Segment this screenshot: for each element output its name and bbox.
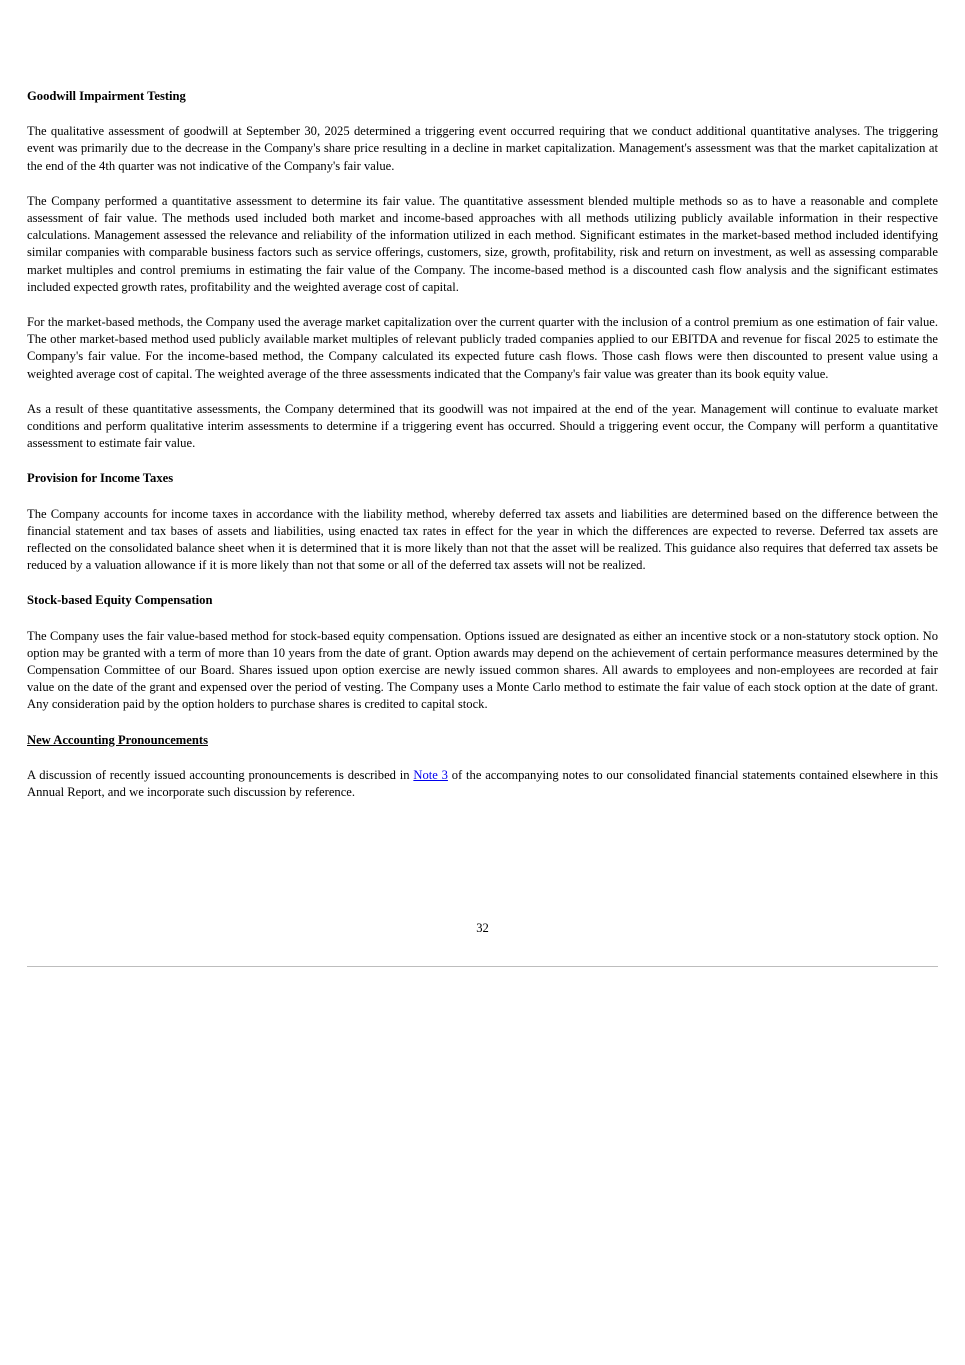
new-accounting-paragraph — [27, 767, 938, 801]
goodwill-paragraph-2: The Company performed a quantitative assessment to determine its fair value. The quantitative assessment blended multiple methods so as to have a reasonable and complete assessment of fair value. The methods used included both market and income-based approaches with all methods utilizing publicly available information in their respective calculations. Management assessed the relevance and reliability of the information utilized in each method. Significant estimates in the market-based method included identifying similar companies with comparable business factors such as service offerings, customers, size, growth, profitability, risk and return on investment, as well as assessing comparable market multiples and control premiums in estimating the fair value of the Company. The income-based method is a discounted cash flow analysis and the significant estimates included expected growth rates, profitability and the weighted average cost of capital. — [27, 193, 938, 294]
document-page — [27, 88, 938, 819]
page-divider — [27, 966, 938, 967]
stock-compensation-heading: Stock-based Equity Compensation — [27, 593, 213, 608]
stock-compensation-paragraph: The Company uses the fair value-based method for stock-based equity compensation. Options issued are designated as either an incentive stock or a non-statutory stock option. No option may be granted with a term of more than 10 years from the date of grant. Option awards may depend on the achievement of certain performance measures determined by the Compensation Committee of our Board. Shares issued upon option exercise are newly issued common shares. All awards to employees and non-employees are recorded at fair value on the date of the grant and expensed over the period of vesting. The Company uses a Monte Carlo method to estimate the fair value of each stock option at the date of grant. Any consideration paid by the option holders to purchase shares is credited to capital stock. — [27, 628, 938, 712]
note-3-link[interactable]: Note 3 — [413, 767, 448, 782]
goodwill-paragraph-4: As a result of these quantitative assessments, the Company determined that its goodwill was not impaired at the end of the year. Management will continue to evaluate market conditions and perform qualitative interim assessments to determine if a triggering event has occurred. Should a triggering event occur, the Company will perform a quantitative assessment to estimate fair value. — [27, 401, 938, 451]
goodwill-paragraph-1: The qualitative assessment of goodwill at September 30, 2025 determined a triggering event occurred requiring that we conduct additional quantitative analyses. The triggering event was primarily due to the decrease in the Company's share price resulting in a decline in market capitalization. Management's assessment was that the market capitalization at the end of the 4th quarter was not indicative of the Company's fair value. — [27, 124, 938, 173]
income-taxes-heading: Provision for Income Taxes — [27, 471, 174, 486]
income-taxes-paragraph: The Company accounts for income taxes in accordance with the liability method, whereby deferred tax assets and liabilities are determined based on the difference between the financial statement and tax bases of assets and liabilities, using enacted tax rates in effect for the year in which the differences are expected to reverse. Deferred tax assets are reflected on the consolidated balance sheet when it is determined that it is more likely than not that the asset will be realized. This guidance also requires that deferred tax assets be reduced by a valuation allowance if it is more likely than not that some or all of the deferred tax assets will not be realized. — [27, 506, 938, 573]
new-accounting-heading: New Accounting Pronouncements — [27, 732, 208, 747]
page-number: 32 — [476, 921, 489, 935]
new-accounting-text-before: A discussion of recently issued accounting pronouncements is described in — [27, 767, 414, 782]
new-accounting-text-after: of the accompanying notes to our consolidated financial statements contained elsewhere in this Annual Report, and we incorporate such discussion by reference. — [27, 767, 938, 800]
goodwill-heading: Goodwill Impairment Testing — [27, 89, 186, 103]
goodwill-paragraph-3: For the market-based methods, the Company used the average market capitalization over the current quarter with the inclusion of a control premium as one estimation of fair value. The other market-based method used publicly available market multiples of relevant publicly traded companies applied to our EBITDA and revenue for fiscal 2025 to estimate the Company's fair value. For the income-based method, the Company calculated its expected future cash flows. Those cash flows were then discounted to present value using a weighted average cost of capital. The weighted average of the three assessments indicated that the Company's fair value was greater than its book equity value. — [27, 315, 938, 381]
